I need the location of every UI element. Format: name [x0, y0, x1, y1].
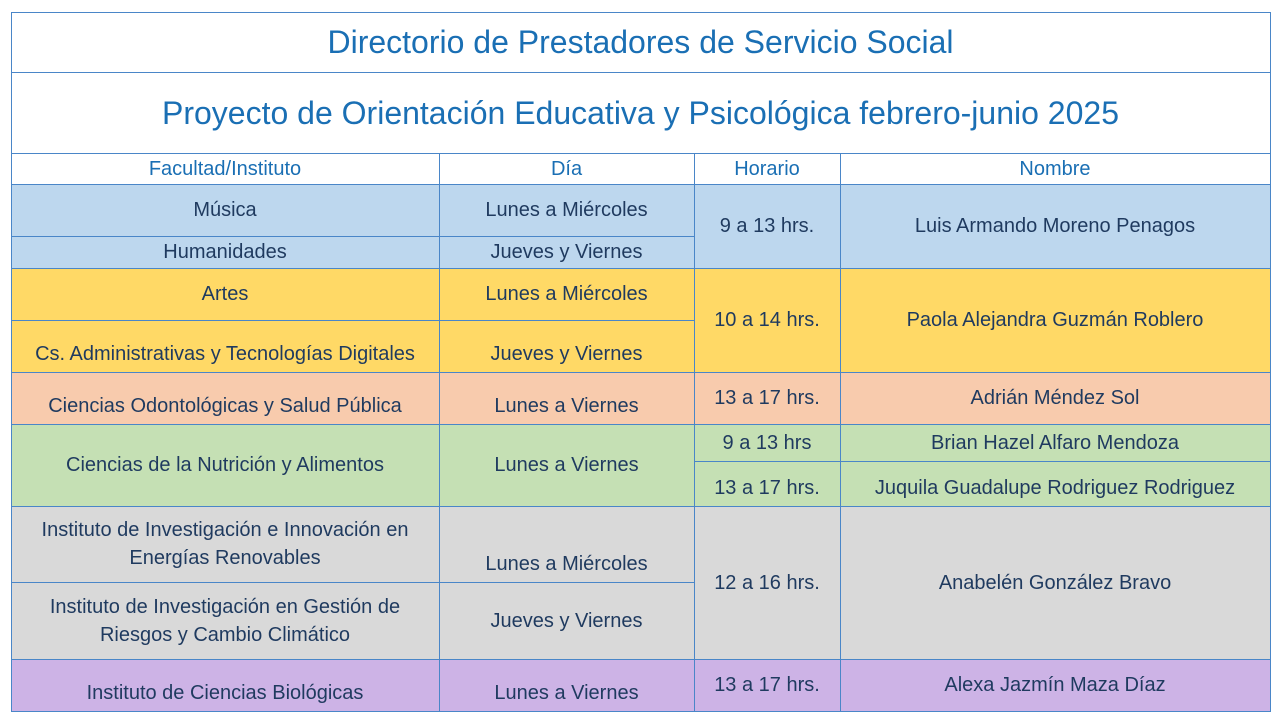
grid-line [11, 711, 1270, 712]
facultad-cell: Artes [11, 268, 439, 320]
grid-line [439, 153, 440, 712]
nombre-cell: Alexa Jazmín Maza Díaz [840, 659, 1270, 711]
grid-line [11, 12, 12, 712]
grid-line [11, 72, 1270, 73]
nombre-cell: Paola Alejandra Guzmán Roblero [840, 268, 1270, 372]
dia-cell: Lunes a Viernes [439, 424, 694, 506]
horario-cell: 13 a 17 hrs. [694, 461, 840, 506]
dia-cell: Lunes a Miércoles [439, 268, 694, 320]
facultad-cell: Humanidades [11, 236, 439, 268]
dia-cell: Lunes a Viernes [439, 372, 694, 424]
facultad-cell: Instituto de Ciencias Biológicas [11, 659, 439, 711]
grid-line [11, 268, 1270, 269]
grid-line [11, 424, 1270, 425]
grid-line [694, 153, 695, 712]
grid-line [11, 184, 1270, 185]
grid-line [11, 320, 694, 321]
facultad-cell: Instituto de Investigación e Innovación en Energías Renovables [11, 506, 439, 582]
header-facultad: Facultad/Instituto [148, 157, 302, 180]
grid-line [11, 659, 1270, 660]
horario-cell: 9 a 13 hrs [694, 424, 840, 461]
grid-line [11, 12, 1270, 13]
horario-cell: 13 a 17 hrs. [694, 659, 840, 711]
dia-cell: Jueves y Viernes [439, 320, 694, 372]
page-title: Directorio de Prestadores de Servicio Social [327, 24, 954, 60]
grid-line [1270, 12, 1271, 712]
header-dia: Día [550, 157, 583, 180]
grid-line [11, 153, 1270, 154]
nombre-cell: Adrián Méndez Sol [840, 372, 1270, 424]
horario-cell: 12 a 16 hrs. [694, 506, 840, 659]
dia-cell: Lunes a Viernes [439, 659, 694, 711]
dia-cell: Jueves y Viernes [439, 582, 694, 659]
facultad-cell: Instituto de Investigación en Gestión de Riesgos y Cambio Climático [11, 582, 439, 659]
grid-line [694, 461, 1270, 462]
grid-line [11, 372, 1270, 373]
dia-cell: Lunes a Miércoles [439, 184, 694, 236]
nombre-cell: Juquila Guadalupe Rodriguez Rodriguez [840, 461, 1270, 506]
nombre-cell: Anabelén González Bravo [840, 506, 1270, 659]
header-nombre: Nombre [1019, 157, 1091, 180]
header-horario: Horario [734, 157, 800, 180]
facultad-cell: Música [11, 184, 439, 236]
facultad-cell: Ciencias de la Nutrición y Alimentos [11, 424, 439, 506]
nombre-cell: Brian Hazel Alfaro Mendoza [840, 424, 1270, 461]
horario-cell: 10 a 14 hrs. [694, 268, 840, 372]
horario-cell: 9 a 13 hrs. [694, 184, 840, 268]
facultad-cell: Ciencias Odontológicas y Salud Pública [11, 372, 439, 424]
page-subtitle: Proyecto de Orientación Educativa y Psicológica febrero-junio 2025 [162, 94, 1119, 131]
grid-line [11, 236, 694, 237]
nombre-cell: Luis Armando Moreno Penagos [840, 184, 1270, 268]
dia-cell: Lunes a Miércoles [439, 506, 694, 582]
grid-line [11, 582, 694, 583]
horario-cell: 13 a 17 hrs. [694, 372, 840, 424]
dia-cell: Jueves y Viernes [439, 236, 694, 268]
facultad-cell: Cs. Administrativas y Tecnologías Digitales [11, 320, 439, 372]
grid-line [840, 153, 841, 712]
grid-line [11, 506, 1270, 507]
